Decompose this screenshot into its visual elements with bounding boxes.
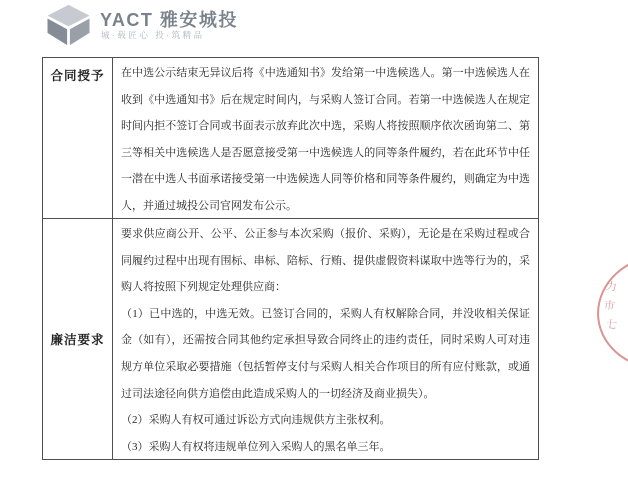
red-seal-character: 力 [605,280,618,294]
red-seal-character: 市 [603,299,616,313]
red-seal-character: 七 [605,318,618,332]
paragraph: 在中选公示结束无异议后将《中选通知书》发给第一中选候选人。第一中选候选人在收到《中选通知书》后在规定时间内，与采购人签订合同。若第一中选候选人在规定时间内拒不签订合同或书面表示放弃此次中选，采购人将按照顺序依次函询第二、第三等相关中选候选人是否愿意接受第一中选候选人的同等条件履约，若在此环节中任一潜在中选人书面承诺接受第一中选候选人同等价格和同等条件履约，则确定为中选人，并通过城投公司官网发布公示。 [121,67,530,212]
row-label-contract-award: 合同授予 [43,58,113,219]
terms-table [42,57,539,460]
paragraph: （2）采购人有权可通过诉讼方式向违规供方主张权利。 [121,414,391,427]
integrity-requirements-content [113,219,538,459]
paragraph: 要求供应商公开、公平、公正参与本次采购（报价、采购），无论是在采购过程或合同履约过程中出现有围标、串标、陪标、行贿、提供虚假资料谋取中选等行为的，采购人将按照下列规定处理供应商： [121,228,530,294]
paragraph: （1）已中选的，中选无效。已签订合同的，采购人有权解除合同，并没收相关保证金（如有），还需按合同其他约定承担导致合同终止的违约责任，同时采购人可对违规方单位采取必要措施（包括暂停支付与采购人相关合作项目的所有应付账款，或通过司法途径向供方追偿由此造成采购人的一切经济及商业损失）。 [121,307,530,400]
cube-logo-icon [45,4,92,46]
paragraph: （3）采购人有权将违规单位列入采购人的黑名单三年。 [121,440,391,453]
company-slogan: 城·载匠心 投·筑精品 [101,30,205,40]
row-label-integrity-requirements: 廉洁要求 [43,219,113,459]
contract-award-content [113,58,538,219]
company-logo-title: YACT 雅安城投 [100,10,238,30]
